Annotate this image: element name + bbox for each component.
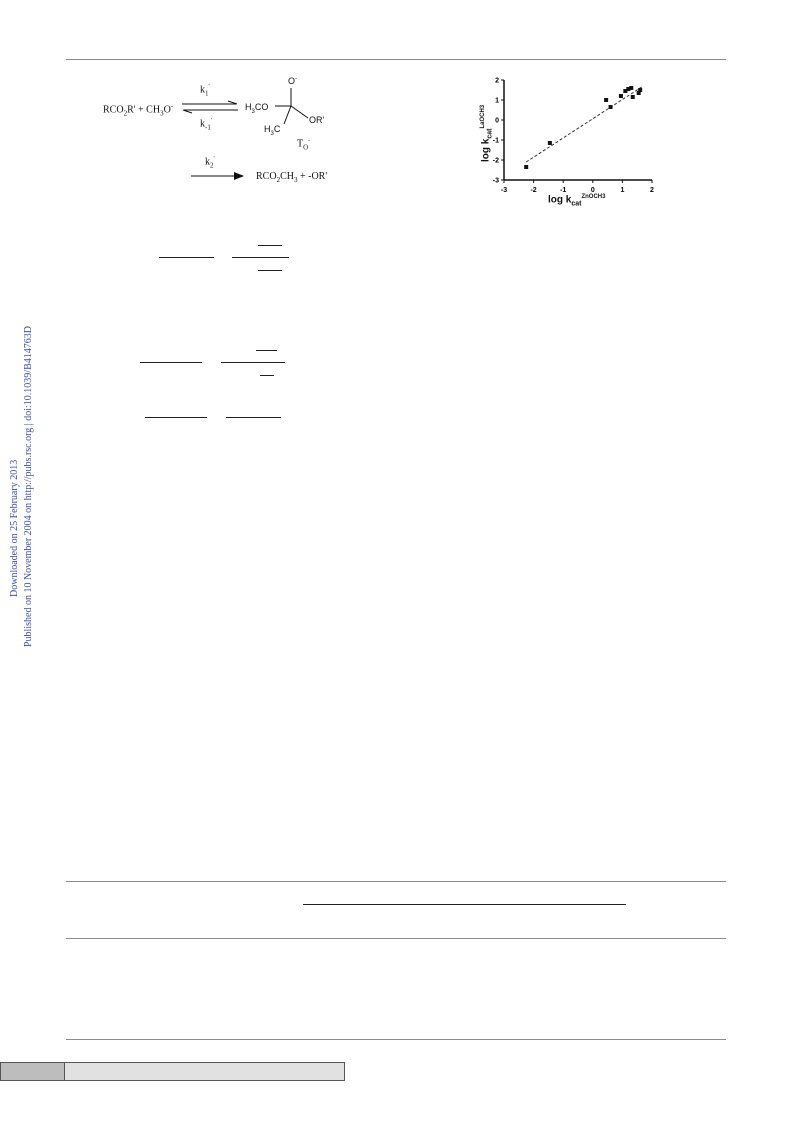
forward-arrow bbox=[190, 171, 246, 181]
data-point bbox=[524, 165, 528, 169]
y-tick-label: -3 bbox=[492, 177, 499, 185]
data-point bbox=[619, 94, 623, 98]
rate-constant-k1: $k_1'$ bbox=[200, 84, 210, 98]
y-axis-label: $\log k_{cat}^{LaOCH3}$ bbox=[480, 104, 494, 162]
scheme-products: $RCO_2CH_3 + -OR'$ bbox=[256, 171, 328, 184]
intermediate-bonds bbox=[270, 86, 320, 130]
fraction-bar bbox=[258, 270, 282, 271]
data-point bbox=[609, 105, 613, 109]
fraction-bar bbox=[260, 375, 274, 376]
fraction-bar bbox=[145, 417, 207, 418]
fraction-bar bbox=[159, 257, 214, 258]
x-tick-label: -2 bbox=[530, 187, 537, 194]
table-header-rule bbox=[303, 904, 626, 905]
x-tick-label: 2 bbox=[650, 187, 654, 194]
equilibrium-arrows bbox=[180, 100, 240, 114]
fraction-bar bbox=[232, 257, 289, 258]
fraction-bar bbox=[221, 362, 285, 363]
intermediate-methoxy: $H_3CO$ bbox=[245, 102, 269, 115]
x-tick-label: 1 bbox=[620, 187, 625, 194]
fraction-bar bbox=[226, 417, 281, 418]
fraction-bar bbox=[256, 350, 277, 351]
y-tick-label: -2 bbox=[492, 157, 499, 165]
intermediate-oxyanion: O- bbox=[288, 76, 298, 86]
y-tick-label: 0 bbox=[495, 117, 499, 125]
footer-journal-box bbox=[64, 1062, 345, 1081]
intermediate-label: $T_O^-$ bbox=[297, 138, 311, 152]
table-bottom-rule bbox=[66, 938, 726, 939]
x-tick-label: -1 bbox=[560, 187, 567, 194]
fraction-bar bbox=[258, 245, 282, 246]
table-top-rule bbox=[66, 881, 726, 882]
rate-constant-k-minus1: $k_{-1}'$ bbox=[200, 118, 212, 132]
download-note[interactable]: Downloaded on 25 February 2013 bbox=[9, 459, 20, 597]
x-tick-label: -3 bbox=[500, 187, 508, 194]
y-tick-label: 2 bbox=[495, 77, 499, 85]
data-point bbox=[638, 88, 642, 92]
y-tick-label: 1 bbox=[495, 97, 499, 105]
intermediate-or-group: OR' bbox=[309, 115, 325, 125]
x-tick-label: 0 bbox=[590, 187, 595, 194]
data-point bbox=[604, 98, 608, 102]
publication-note[interactable]: Published on 10 November 2004 on http://pubs.rsc.org | doi:10.1039/B414763D bbox=[23, 326, 34, 647]
footer-rule bbox=[66, 1039, 726, 1040]
intermediate-methyl: $H_3C$ bbox=[264, 124, 281, 137]
data-point bbox=[631, 95, 635, 99]
header-rule bbox=[66, 59, 726, 60]
fraction-bar bbox=[140, 362, 202, 363]
data-point bbox=[629, 86, 633, 90]
footer-page-box bbox=[0, 1062, 66, 1081]
scheme-reactants: $RCO_2R' + CH_3O^-$ bbox=[103, 102, 174, 118]
regression-line bbox=[526, 87, 641, 162]
y-tick-label: -1 bbox=[492, 137, 499, 145]
data-point bbox=[548, 141, 552, 145]
rate-constant-k2: $k_2'$ bbox=[205, 156, 215, 170]
scatter-chart bbox=[478, 74, 668, 220]
x-axis-label: $\log k_{cat}^{ZnOCH3}$ bbox=[548, 194, 606, 208]
